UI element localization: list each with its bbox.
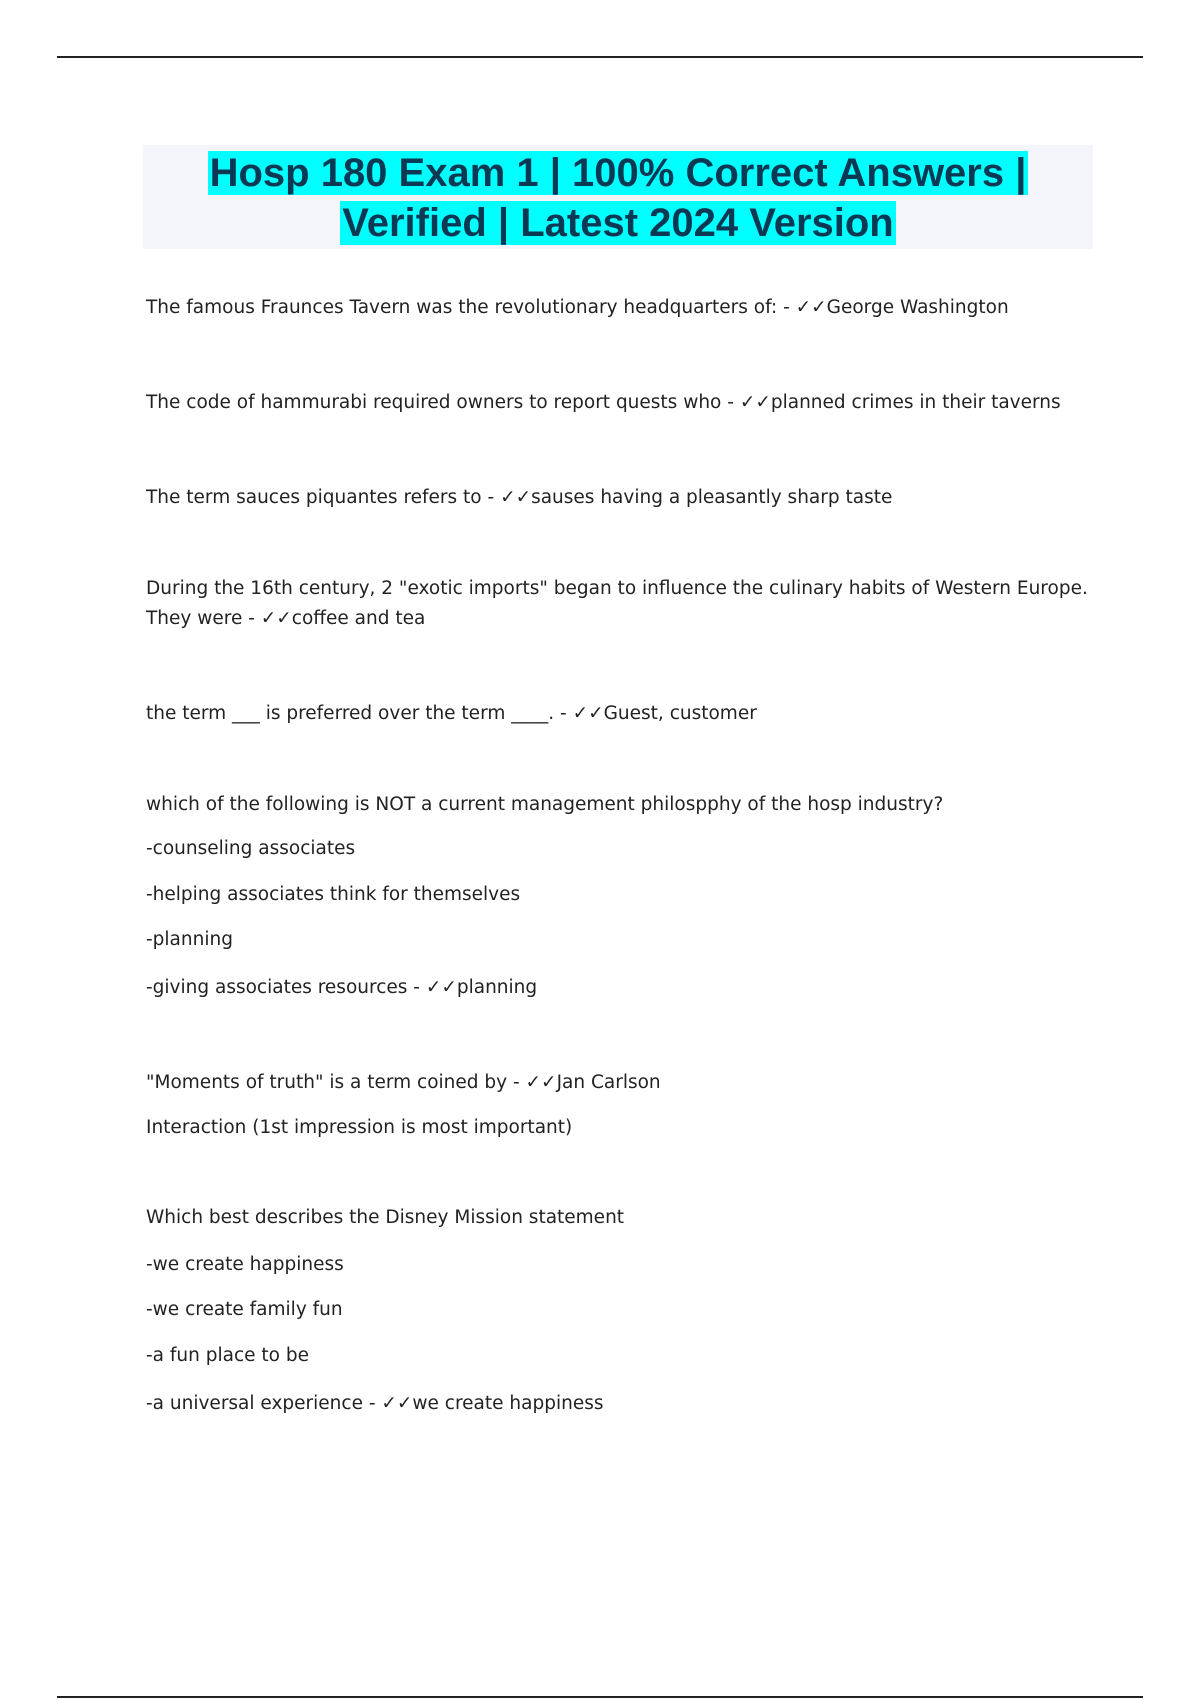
question-text: "Moments of truth" is a term coined by - <box>146 1072 526 1093</box>
top-rule <box>57 56 1143 58</box>
question-1 <box>146 296 1009 320</box>
answer-text: we create happiness <box>412 1393 604 1414</box>
double-check-icon: ✓✓ <box>425 977 457 998</box>
answer-text: planned crimes in their taverns <box>770 392 1061 413</box>
title-line-1: Hosp 180 Exam 1 | 100% Correct Answers | <box>209 151 1027 195</box>
answer-text: Jan Carlson <box>556 1072 661 1093</box>
double-check-icon: ✓✓ <box>260 608 292 629</box>
option-item: -a fun place to be <box>146 1345 309 1366</box>
title-line-2: Verified | Latest 2024 Version <box>342 201 894 245</box>
answer-text: Guest, customer <box>603 703 757 724</box>
question-7 <box>146 1071 661 1095</box>
double-check-icon: ✓✓ <box>525 1072 557 1093</box>
answer-text: planning <box>456 977 538 998</box>
question-8-line-1: Which best describes the Disney Mission statement <box>146 1207 625 1228</box>
question-text: -giving associates resources - <box>146 977 426 998</box>
option-item: -counseling associates <box>146 838 356 859</box>
option-item: -helping associates think for themselves <box>146 884 521 905</box>
question-8 <box>146 1392 603 1416</box>
document-title <box>143 145 1093 249</box>
question-4 <box>146 607 425 631</box>
double-check-icon: ✓✓ <box>572 703 604 724</box>
double-check-icon: ✓✓ <box>795 297 827 318</box>
question-2 <box>146 391 1061 415</box>
bottom-rule <box>57 1696 1143 1698</box>
question-text: the term ___ is preferred over the term ____. - <box>146 703 573 724</box>
answer-text: coffee and tea <box>291 608 426 629</box>
question-6 <box>146 976 537 1000</box>
question-text: The term sauces piquantes refers to - <box>146 487 501 508</box>
answer-text: sauses having a pleasantly sharp taste <box>531 487 893 508</box>
question-text: The famous Fraunces Tavern was the revolutionary headquarters of: - <box>146 297 796 318</box>
option-item: -we create happiness <box>146 1254 344 1275</box>
question-text: The code of hammurabi required owners to report quests who - <box>146 392 740 413</box>
question-4-line-1: During the 16th century, 2 "exotic imports" began to influence the culinary habits of Western Europe. <box>146 578 1088 599</box>
question-6-line-1: which of the following is NOT a current management philospphy of the hosp industry? <box>146 794 944 815</box>
option-item: -planning <box>146 929 233 950</box>
double-check-icon: ✓✓ <box>500 487 532 508</box>
question-3 <box>146 486 892 510</box>
answer-text: George Washington <box>826 297 1009 318</box>
question-7-note: Interaction (1st impression is most important) <box>146 1117 573 1138</box>
question-5 <box>146 702 757 726</box>
question-text: -a universal experience - <box>146 1393 382 1414</box>
double-check-icon: ✓✓ <box>739 392 771 413</box>
question-text: They were - <box>146 608 261 629</box>
option-item: -we create family fun <box>146 1299 343 1320</box>
double-check-icon: ✓✓ <box>381 1393 413 1414</box>
